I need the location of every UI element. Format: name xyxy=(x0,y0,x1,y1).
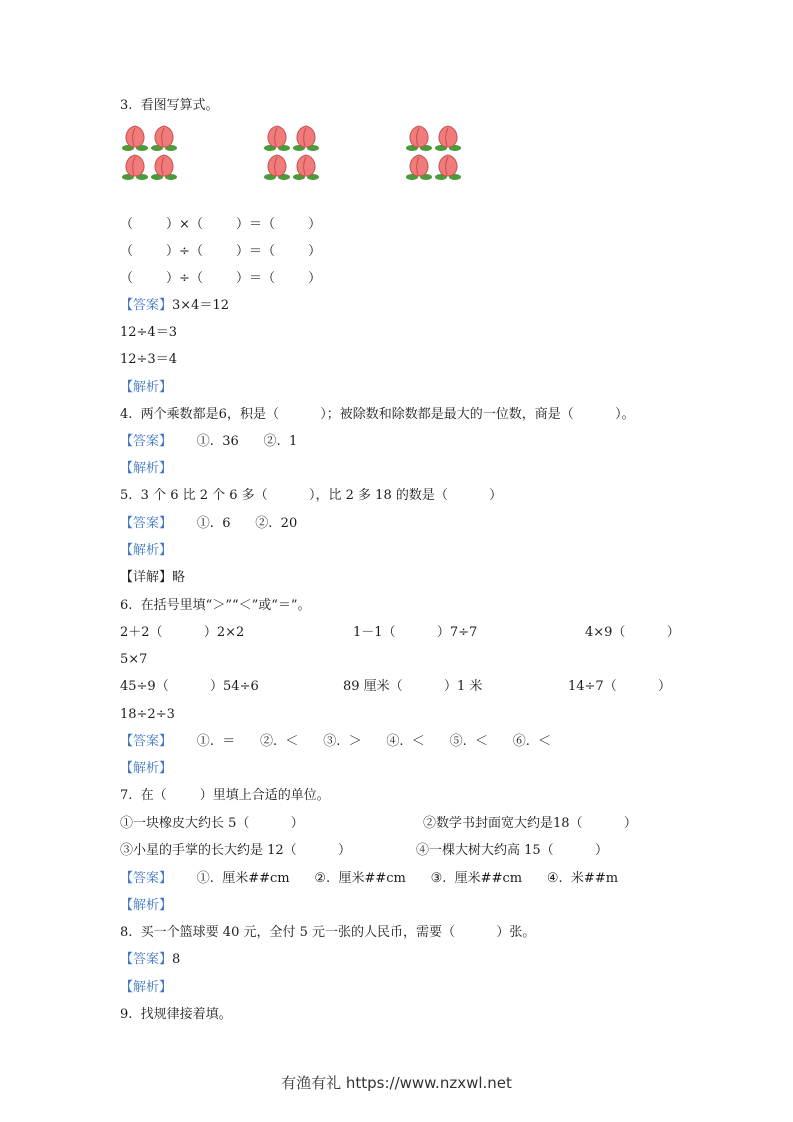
q6-item-d: 45÷9（ ）54÷6 xyxy=(120,679,259,694)
q3-answer-line-2: 12÷4＝3 xyxy=(120,325,177,340)
q7-item-c: ③小星的手掌的长大约是 12（ ） xyxy=(120,843,351,858)
answer-tag: 【答案】 xyxy=(120,434,173,449)
q5-detail: 【详解】略 xyxy=(120,570,186,585)
q3-answer-line-3: 12÷3＝4 xyxy=(120,352,177,367)
q6-item-c-cont: 5×7 xyxy=(120,652,148,667)
q4-analysis-tag: 【解析】 xyxy=(120,461,173,476)
q3-answer xyxy=(120,298,229,314)
q3-title: 3. 看图写算式。 xyxy=(120,98,219,113)
peach-group-1 xyxy=(120,122,180,182)
q6-answer xyxy=(120,734,551,750)
q6-item-e: 89 厘米（ ）1 米 xyxy=(343,679,483,694)
peach-icon-group xyxy=(120,122,180,182)
peach-group-3 xyxy=(404,122,464,182)
q6-item-c: 4×9（ ） xyxy=(585,625,680,640)
answer-text: 3×4＝12 xyxy=(172,298,229,313)
answer-tag: 【答案】 xyxy=(120,298,173,313)
q7-title: 7. 在（ ）里填上合适的单位。 xyxy=(120,788,330,803)
q3-row-2: （ ）÷（ ）＝（ ） xyxy=(120,244,322,259)
peach-group-2 xyxy=(262,122,322,182)
answer-text: ①. ＝ ②. ＜ ③. ＞ ④. ＜ ⑤. ＜ ⑥. ＜ xyxy=(172,734,552,749)
q6-item-f-cont: 18÷2÷3 xyxy=(120,707,175,722)
q6-item-f: 14÷7（ ） xyxy=(568,679,672,694)
q8-analysis-tag: 【解析】 xyxy=(120,980,173,995)
q6-item-b: 1－1（ ）7÷7 xyxy=(353,625,478,640)
answer-tag: 【答案】 xyxy=(120,871,173,886)
q6-analysis-tag: 【解析】 xyxy=(120,761,173,776)
answer-tag: 【答案】 xyxy=(120,952,173,967)
q9-title: 9. 找规律接着填。 xyxy=(120,1007,232,1022)
q6-title: 6. 在括号里填“＞”“＜”或“＝”。 xyxy=(120,598,311,613)
q4-answer xyxy=(120,434,297,450)
peach-icon-group xyxy=(262,122,322,182)
answer-text: ①. 36 ②. 1 xyxy=(172,434,298,449)
q4-title: 4. 两个乘数都是6，积是（ ）；被除数和除数都是最大的一位数，商是（ ）。 xyxy=(120,407,635,422)
peach-icon-group xyxy=(404,122,464,182)
q5-title: 5. 3 个 6 比 2 个 6 多（ ），比 2 多 18 的数是（ ） xyxy=(120,488,503,503)
q3-analysis-tag: 【解析】 xyxy=(120,380,173,395)
answer-text: ①. 6 ②. 20 xyxy=(172,516,298,531)
q5-analysis-tag: 【解析】 xyxy=(120,543,173,558)
answer-tag: 【答案】 xyxy=(120,516,173,531)
q5-answer xyxy=(120,516,297,532)
q8-title: 8. 买一个篮球要 40 元，全付 5 元一张的人民币，需要（ ）张。 xyxy=(120,925,536,940)
q3-row-3: （ ）÷（ ）＝（ ） xyxy=(120,271,322,286)
answer-tag: 【答案】 xyxy=(120,734,173,749)
q7-item-a: ①一块橡皮大约长 5（ ） xyxy=(120,816,304,831)
page-footer: 有渔有礼 https://www.nzxwl.net xyxy=(281,1074,512,1092)
answer-text: ①. 厘米##cm ②. 厘米##cm ③. 厘米##cm ④. 米##m xyxy=(172,871,619,886)
q8-answer xyxy=(120,952,180,968)
q3-row-1: （ ）×（ ）＝（ ） xyxy=(120,217,322,232)
q7-analysis-tag: 【解析】 xyxy=(120,898,173,913)
q7-item-d: ④一棵大树大约高 15（ ） xyxy=(416,843,608,858)
q7-item-b: ②数学书封面宽大约是18（ ） xyxy=(423,816,637,831)
answer-text: 8 xyxy=(172,952,181,967)
q6-item-a: 2＋2（ ）2×2 xyxy=(120,625,245,640)
q7-answer xyxy=(120,871,618,887)
